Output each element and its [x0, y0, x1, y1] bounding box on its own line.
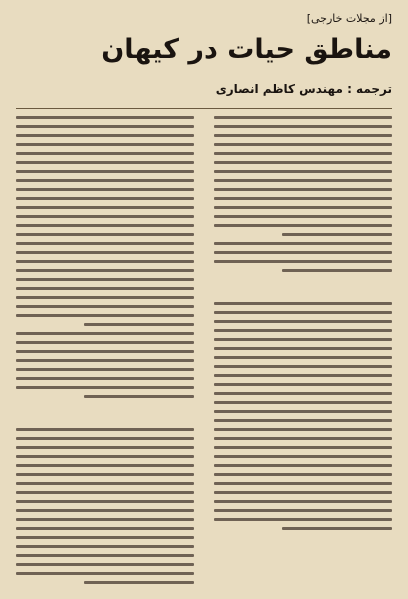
text-line-placeholder — [16, 554, 194, 557]
text-line-placeholder — [214, 500, 392, 503]
left-column — [16, 116, 194, 587]
body-paragraph — [16, 332, 194, 398]
text-line-placeholder — [16, 269, 194, 272]
text-line-placeholder — [16, 242, 194, 245]
text-line-placeholder — [16, 518, 194, 521]
text-line-placeholder — [214, 356, 392, 359]
text-line-placeholder — [16, 170, 194, 173]
text-line-placeholder — [16, 368, 194, 371]
text-line-placeholder — [16, 482, 194, 485]
body-paragraph — [16, 428, 194, 584]
body-paragraph — [16, 116, 194, 326]
body-paragraph — [214, 242, 392, 272]
text-line-placeholder — [16, 287, 194, 290]
translator-credit: ترجمه : مهندس کاظم انصاری — [215, 82, 392, 96]
text-line-placeholder — [16, 305, 194, 308]
text-line-placeholder — [214, 437, 392, 440]
text-line-placeholder — [16, 536, 194, 539]
text-line-placeholder — [16, 197, 194, 200]
text-line-placeholder — [214, 410, 392, 413]
text-line-placeholder — [16, 350, 194, 353]
text-line-placeholder — [16, 437, 194, 440]
text-line-placeholder — [16, 161, 194, 164]
text-line-placeholder — [214, 347, 392, 350]
text-line-placeholder — [16, 455, 194, 458]
text-line-placeholder — [282, 269, 392, 272]
text-line-placeholder — [16, 215, 194, 218]
text-line-placeholder — [214, 455, 392, 458]
text-line-placeholder — [214, 197, 392, 200]
text-line-placeholder — [214, 170, 392, 173]
header-divider — [16, 108, 392, 109]
text-line-placeholder — [214, 311, 392, 314]
text-line-placeholder — [214, 320, 392, 323]
text-line-placeholder — [282, 233, 392, 236]
text-line-placeholder — [214, 374, 392, 377]
text-line-placeholder — [214, 215, 392, 218]
text-line-placeholder — [214, 161, 392, 164]
text-line-placeholder — [214, 401, 392, 404]
text-line-placeholder — [16, 509, 194, 512]
text-line-placeholder — [16, 377, 194, 380]
text-line-placeholder — [16, 491, 194, 494]
text-line-placeholder — [214, 251, 392, 254]
text-line-placeholder — [214, 446, 392, 449]
section-subhead — [16, 404, 194, 420]
text-line-placeholder — [16, 125, 194, 128]
text-line-placeholder — [214, 428, 392, 431]
text-line-placeholder — [16, 473, 194, 476]
text-line-placeholder — [16, 572, 194, 575]
text-line-placeholder — [16, 386, 194, 389]
source-label: [از مجلات خارجی] — [306, 12, 392, 25]
text-line-placeholder — [16, 224, 194, 227]
text-line-placeholder — [16, 332, 194, 335]
text-line-placeholder — [16, 500, 194, 503]
text-line-placeholder — [16, 251, 194, 254]
text-line-placeholder — [214, 224, 392, 227]
text-line-placeholder — [214, 392, 392, 395]
text-line-placeholder — [214, 134, 392, 137]
text-line-placeholder — [214, 419, 392, 422]
text-line-placeholder — [214, 365, 392, 368]
text-line-placeholder — [214, 188, 392, 191]
right-column — [214, 116, 392, 587]
text-line-placeholder — [214, 491, 392, 494]
text-line-placeholder — [214, 518, 392, 521]
text-line-placeholder — [16, 116, 194, 119]
text-line-placeholder — [214, 260, 392, 263]
text-line-placeholder — [16, 179, 194, 182]
text-line-placeholder — [214, 152, 392, 155]
text-line-placeholder — [214, 302, 392, 305]
text-line-placeholder — [214, 338, 392, 341]
text-line-placeholder — [16, 278, 194, 281]
text-line-placeholder — [84, 581, 194, 584]
body-paragraph — [214, 302, 392, 530]
text-line-placeholder — [214, 242, 392, 245]
text-line-placeholder — [214, 206, 392, 209]
text-line-placeholder — [16, 143, 194, 146]
body-paragraph — [214, 116, 392, 236]
text-line-placeholder — [16, 188, 194, 191]
text-line-placeholder — [214, 383, 392, 386]
text-line-placeholder — [214, 116, 392, 119]
text-line-placeholder — [16, 152, 194, 155]
text-line-placeholder — [16, 545, 194, 548]
text-line-placeholder — [16, 359, 194, 362]
text-line-placeholder — [214, 473, 392, 476]
text-line-placeholder — [214, 125, 392, 128]
text-line-placeholder — [214, 329, 392, 332]
text-line-placeholder — [16, 260, 194, 263]
text-line-placeholder — [214, 509, 392, 512]
text-line-placeholder — [16, 428, 194, 431]
article-headline: مناطق حیات در کیهان — [101, 34, 392, 65]
text-line-placeholder — [214, 464, 392, 467]
text-line-placeholder — [16, 563, 194, 566]
section-subhead — [214, 278, 392, 294]
text-line-placeholder — [214, 482, 392, 485]
text-line-placeholder — [214, 179, 392, 182]
text-line-placeholder — [16, 134, 194, 137]
text-line-placeholder — [282, 527, 392, 530]
text-line-placeholder — [214, 143, 392, 146]
text-line-placeholder — [16, 464, 194, 467]
text-line-placeholder — [16, 341, 194, 344]
text-line-placeholder — [84, 395, 194, 398]
text-line-placeholder — [16, 206, 194, 209]
text-line-placeholder — [16, 527, 194, 530]
text-line-placeholder — [16, 314, 194, 317]
text-line-placeholder — [16, 296, 194, 299]
text-line-placeholder — [16, 233, 194, 236]
text-line-placeholder — [16, 446, 194, 449]
text-line-placeholder — [84, 323, 194, 326]
